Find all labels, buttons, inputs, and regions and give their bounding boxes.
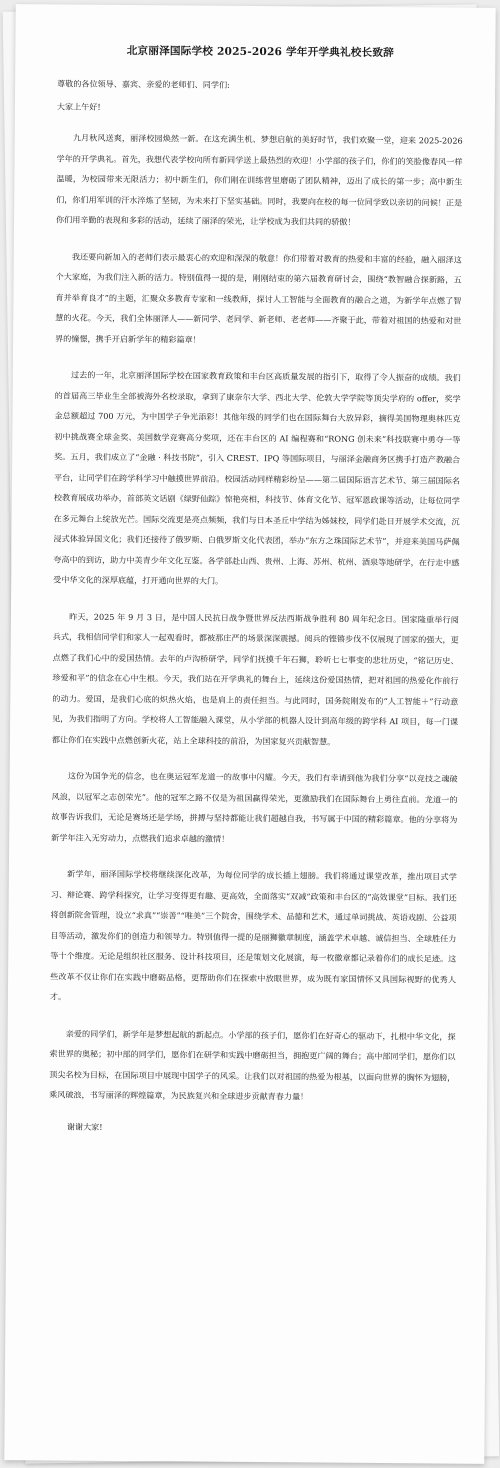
paragraph-champion: 这份为国争光的信念，也在奥运冠军龙道一的故事中闪耀。今天，我们有幸请到他为我们分享“以竞技之魂破风浪，以冠军之志创荣光”。他的冠军之路不仅是为祖国赢得荣光，更激励我们在国际舞台上勇往直前。龙道一的故事告诉我们，无论是赛场还是学场，拼搏与坚持都能让我们超越自我，书写属于中国的精彩篇章。他的分享将为新学年注入无穷动力，点燃我们追求卓越的激情！ xyxy=(51,770,458,844)
closing-thanks: 谢谢大家! xyxy=(66,1121,103,1132)
paragraph-welcome: 九月秋风送爽，丽泽校园焕然一新。在这充满生机、梦想启航的美好时节，我们欢聚一堂，迎来 2025-2026 学年的开学典礼。首先，我想代表学校向所有新同学送上最热烈的欢迎！小学部的孩子们，你们的笑脸像春风一样温暖，为校园带来无限活力；初中新生们，你们刚在训练营里磨砺了团队精神，迈出了成长的第一步；高中新生们，你们用军训的汗水淬炼了坚韧，为未来打下坚实基础。同时，我要向在校的每一位同学致以亲切的问候！正是你们用辛勤的表现和多彩的活动，延续了丽泽的荣光，让学校成为我们共同的骄傲！ xyxy=(55,132,463,227)
greeting: 大家上午好! xyxy=(56,101,101,112)
salutation: 尊敬的各位领导、嘉宾、亲爱的老师们、同学们: xyxy=(57,78,230,90)
document-title: 北京丽泽国际学校 2025-2026 学年开学典礼校长致辞 xyxy=(126,45,395,60)
paragraph-anniversary: 昨天，2025 年 9 月 3 日，是中国人民抗日战争暨世界反法西斯战争胜利 80 周年纪念日。国家隆重举行阅兵式，我相信同学们和家人一起观看时，都被那庄严的场景深深震撼。阅兵的铿锵步伐不仅展现了国家的强大，更点燃了我们心中的爱国热情。去年的卢沟桥研学，同学们抚摸千年石狮，聆听七七事变的悲壮历史，“铭记历史、珍爱和平”的信念在心中生根。今天，我们站在开学典礼的舞台上，延续这份爱国热情，把对祖国的热爱化作前行的动力。爱国，是我们心底的炽热火焰，也是肩上的责任担当。与此同时，国务院刚发布的“人工智能＋”行动意见，为我们指明了方向。学校将人工智能融入课堂，从小学部的机器人设计到高年级的跨学科 AI 项目，每一门课都让你们在实践中点燃创新火花，站上全球科技的前沿，为国家复兴贡献智慧。 xyxy=(51,611,459,747)
document-page xyxy=(4,4,495,1464)
paragraph-reform: 新学年，丽泽国际学校将继续深化改革，为每位同学的成长插上翅膀。我们将通过课堂改革，推出项目式学习、辩论赛、跨学科探究，让学习变得更有趣、更高效，全面落实“双减”政策和丰台区的“高效课堂”目标。我们还将创新院舍管理，设立“求真”“崇善”“唯美”三个院舍，围绕学术、品德和艺术，通过单词挑战、英语戏剧、公益项目等活动，激发你们的创造力和领导力。特别值得一提的是丽狮徽章制度，涵盖学术卓越、诚信担当、全球胜任力等十个维度。无论是组织社区服务、设计科技项目，还是策划文化展演，每一枚徽章都记录着你们的成长足迹。这些改革不仅让你们在实践中磨砺品格，更帮助你们在探索中放眼世界，成为既有家国情怀又具国际视野的优秀人才。 xyxy=(49,868,457,1002)
paragraph-wishes: 亲爱的同学们，新学年是梦想起航的新起点。小学部的孩子们，愿你们在好奇心的驱动下，扎根中华文化，探索世界的奥秘；初中部的同学们，愿你们在研学和实践中磨砺担当，拥抱更广阔的舞台；高中部同学们，愿你们以顶尖名校为目标，在国际项目中展现中国学子的风采。让我们以对祖国的热爱为根基，以面向世界的胸怀为翅膀，乘风破浪，书写丽泽的辉煌篇章，为民族复兴和全球进步贡献青春力量！ xyxy=(49,1028,456,1102)
paragraph-teachers: 我还要向新加入的老师们表示最衷心的欢迎和深深的敬意！你们带着对教育的热爱和丰富的经验，融入丽泽这个大家庭，为我们注入新的活力。特别值得一提的是，刚刚结束的第六届教育研讨会，围绕“教智融合探新路，五育并举育良才”的主题，汇聚众多教育专家和一线教师，探讨人工智能与全面教育的融合之道，为新学年点燃了智慧的火花。今天，我们全体丽泽人——新同学、老同学、新老师、老老师——齐聚于此，带着对祖国的热爱和对世界的憧憬，携手开启新学年的精彩篇章！ xyxy=(55,251,462,345)
paragraph-achievements: 过去的一年，北京丽泽国际学校在国家教育政策和丰台区高质量发展的指引下，取得了令人振奋的成绩。我们的首届高三毕业生全部被海外名校录取，拿到了康奈尔大学、西北大学、伦敦大学学院等顶尖学府的 offer，奖学金总额超过 700 万元，为中国学子争光添彩！其他年级的同学们也在国际舞台大放异彩，摘得美国物理奥林匹克初中挑战赛全球金奖、美国数学竞赛高分奖项，还在丰台区的 AI 编程赛和“RONG 创未来”科技联赛中勇夺一等奖。五月，我们成立了“金融 · 科技书院”，引入 CREST、IPQ 等国际项目，与丽泽金融商务区携手打造产教融合平台，让同学们在跨学科学习中触摸世界前沿。校园活动同样精彩纷呈——第二届国际语言艺术节、第三届国际名校教育展成功举办，首部英文话剧《绿野仙踪》惊艳亮相，科技节、体育文化节、冠军恩政课等活动，让每位同学在多元舞台上绽放光芒。国际交流更是亮点频频，我们与日本圣丘中学结为姊妹校，同学们赴日开展学术交流，沉浸式体验异国文化；我们还接待了俄罗斯、白俄罗斯文化代表团，举办“东方之珠国际艺术节”，并迎来美国马萨佩夸高中的到访，助力中美青少年文化互鉴。各学部赴山西、贵州、上海、苏州、杭州、酒泉等地研学，在行走中感受中华文化的深厚底蕴，打开通向世界的大门。 xyxy=(53,369,461,586)
